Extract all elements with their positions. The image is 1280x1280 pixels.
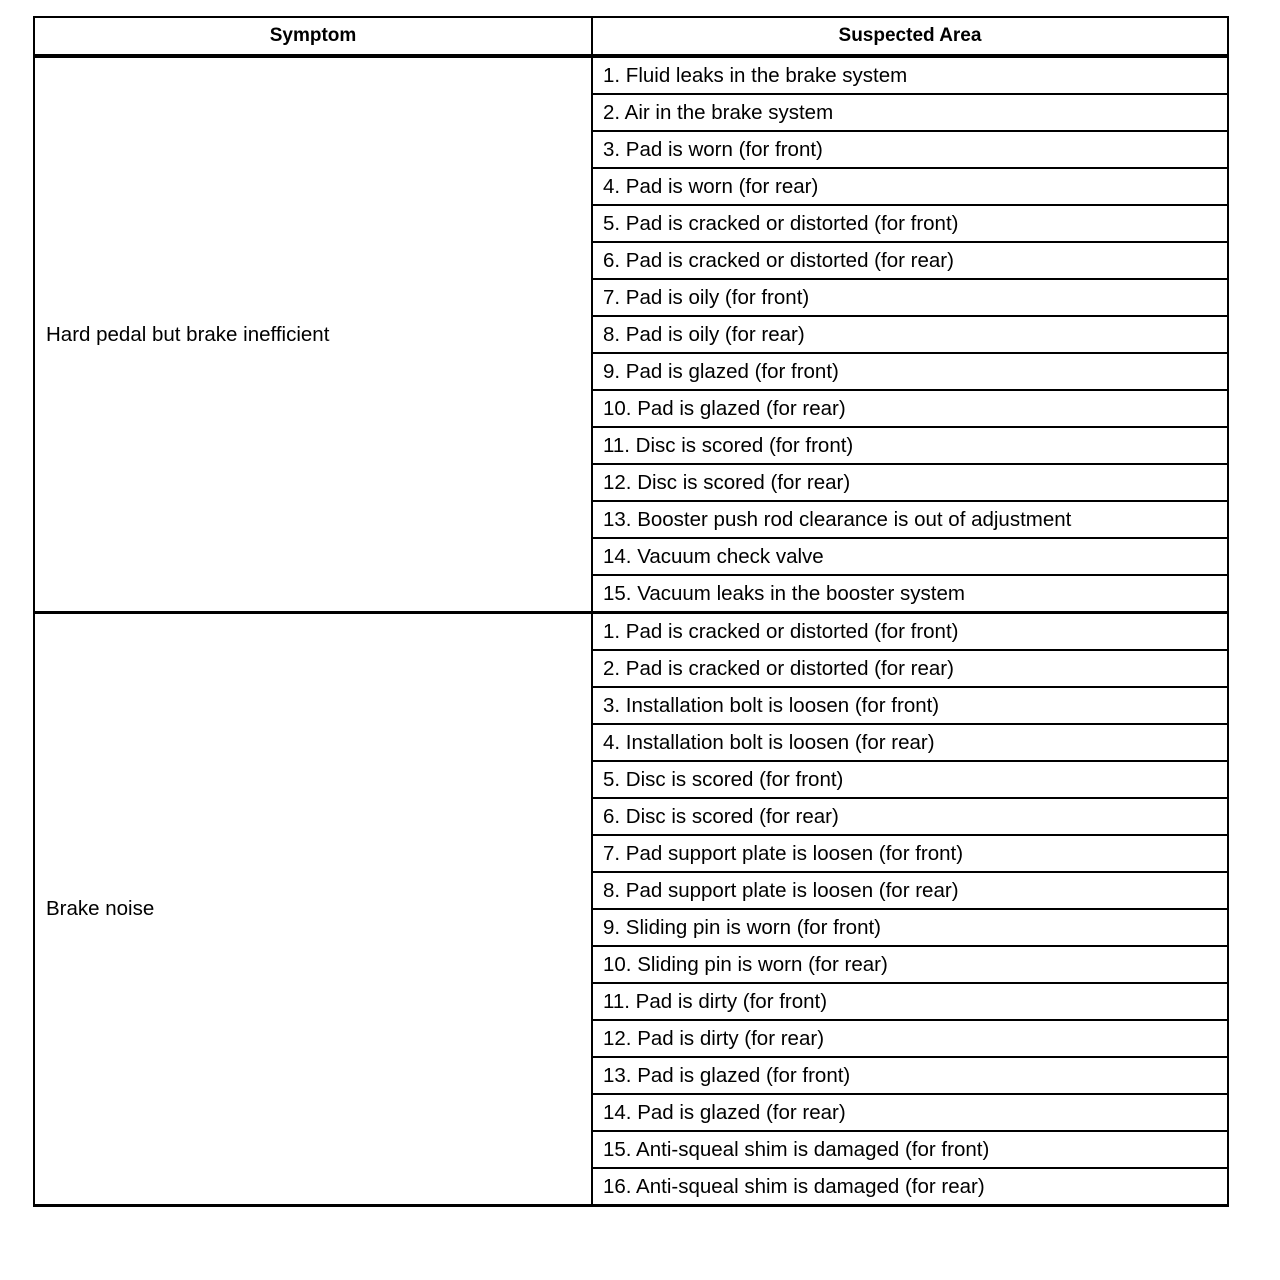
header-suspected-area: Suspected Area — [592, 17, 1228, 56]
troubleshooting-table — [33, 16, 1229, 1207]
suspected-area-cell: 3. Installation bolt is loosen (for front) — [592, 687, 1228, 724]
table-row — [34, 56, 1228, 94]
suspected-area-cell: 12. Disc is scored (for rear) — [592, 464, 1228, 501]
suspected-area-cell: 4. Installation bolt is loosen (for rear) — [592, 724, 1228, 761]
suspected-area-cell: 9. Sliding pin is worn (for front) — [592, 909, 1228, 946]
header-symptom: Symptom — [34, 17, 592, 56]
suspected-area-cell: 10. Pad is glazed (for rear) — [592, 390, 1228, 427]
suspected-area-cell: 14. Vacuum check valve — [592, 538, 1228, 575]
suspected-area-cell: 15. Vacuum leaks in the booster system — [592, 575, 1228, 613]
table-body — [34, 56, 1228, 1206]
suspected-area-cell: 16. Anti-squeal shim is damaged (for rear) — [592, 1168, 1228, 1206]
symptom-cell: Brake noise — [34, 613, 592, 1206]
table-header — [34, 17, 1228, 56]
suspected-area-cell: 13. Pad is glazed (for front) — [592, 1057, 1228, 1094]
suspected-area-cell: 10. Sliding pin is worn (for rear) — [592, 946, 1228, 983]
suspected-area-cell: 12. Pad is dirty (for rear) — [592, 1020, 1228, 1057]
troubleshooting-table-container — [33, 16, 1227, 1207]
suspected-area-cell: 6. Disc is scored (for rear) — [592, 798, 1228, 835]
suspected-area-cell: 1. Pad is cracked or distorted (for front) — [592, 613, 1228, 651]
suspected-area-cell: 5. Pad is cracked or distorted (for front) — [592, 205, 1228, 242]
suspected-area-cell: 4. Pad is worn (for rear) — [592, 168, 1228, 205]
suspected-area-cell: 8. Pad support plate is loosen (for rear) — [592, 872, 1228, 909]
suspected-area-cell: 6. Pad is cracked or distorted (for rear) — [592, 242, 1228, 279]
suspected-area-cell: 3. Pad is worn (for front) — [592, 131, 1228, 168]
suspected-area-cell: 7. Pad support plate is loosen (for front) — [592, 835, 1228, 872]
suspected-area-cell: 5. Disc is scored (for front) — [592, 761, 1228, 798]
suspected-area-cell: 1. Fluid leaks in the brake system — [592, 56, 1228, 94]
suspected-area-cell: 8. Pad is oily (for rear) — [592, 316, 1228, 353]
suspected-area-cell: 13. Booster push rod clearance is out of adjustment — [592, 501, 1228, 538]
suspected-area-cell: 14. Pad is glazed (for rear) — [592, 1094, 1228, 1131]
suspected-area-cell: 2. Air in the brake system — [592, 94, 1228, 131]
table-row — [34, 613, 1228, 651]
suspected-area-cell: 2. Pad is cracked or distorted (for rear) — [592, 650, 1228, 687]
symptom-cell: Hard pedal but brake inefficient — [34, 56, 592, 613]
header-row — [34, 17, 1228, 56]
suspected-area-cell: 7. Pad is oily (for front) — [592, 279, 1228, 316]
suspected-area-cell: 15. Anti-squeal shim is damaged (for front) — [592, 1131, 1228, 1168]
suspected-area-cell: 11. Disc is scored (for front) — [592, 427, 1228, 464]
suspected-area-cell: 11. Pad is dirty (for front) — [592, 983, 1228, 1020]
suspected-area-cell: 9. Pad is glazed (for front) — [592, 353, 1228, 390]
